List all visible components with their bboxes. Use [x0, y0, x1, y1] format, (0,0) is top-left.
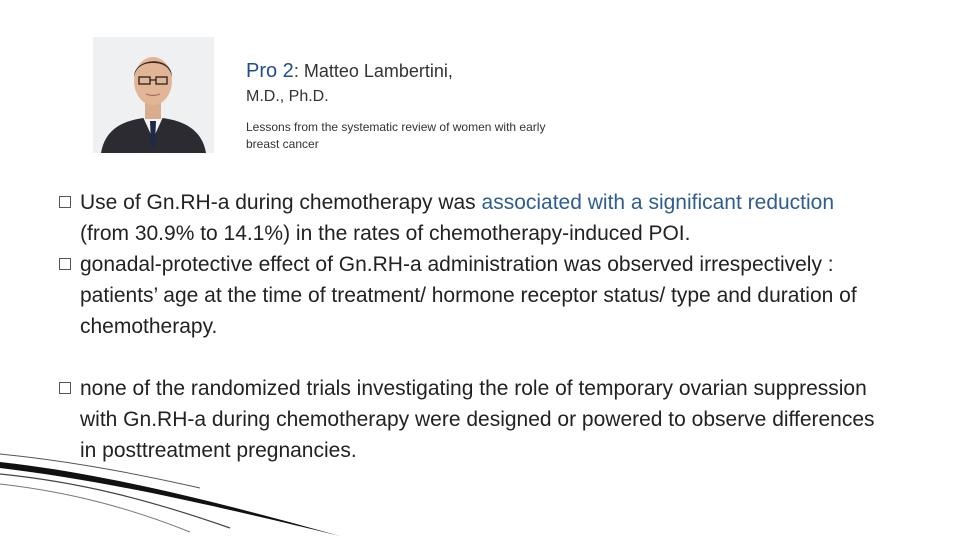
bullet-text: gonadal-protective effect of Gn.RH-a administration was observed irrespectively : patients’ age at the time of treatment/ hormone receptor status/ type and duration of chemotherapy. [80, 253, 857, 338]
speaker-title-line [246, 58, 666, 84]
bullet-highlight: associated with a significant reduction [481, 191, 835, 214]
speaker-header [246, 58, 666, 153]
speaker-degrees: M.D., Ph.D. [246, 88, 329, 105]
square-bullet-icon [59, 196, 71, 208]
speaker-name: Matteo Lambertini, [303, 61, 453, 81]
bullet-spacer [57, 342, 877, 373]
speaker-portrait-image [93, 37, 214, 153]
pro-label: Pro 2 [246, 60, 294, 82]
square-bullet-icon [59, 382, 71, 394]
bullet-text-pre: Use of Gn.RH-a during chemotherapy was [80, 191, 482, 214]
slide-corner-swoosh [0, 450, 340, 540]
square-bullet-icon [59, 258, 71, 270]
bullet-text-post: (from 30.9% to 14.1%) in the rates of chemotherapy-induced POI. [80, 222, 691, 245]
bullet-list [57, 187, 877, 466]
bullet-item [57, 187, 877, 249]
bullet-text: none of the randomized trials investigating the role of temporary ovarian suppression with Gn.RH-a during chemotherapy were designed or powered to observe differences in posttreatment pregnancies. [80, 377, 875, 462]
speaker-photo [93, 37, 214, 153]
speaker-separator: : [293, 61, 304, 81]
speaker-subtitle: Lessons from the systematic review of women with early breast cancer [246, 120, 546, 151]
bullet-item [57, 249, 877, 342]
